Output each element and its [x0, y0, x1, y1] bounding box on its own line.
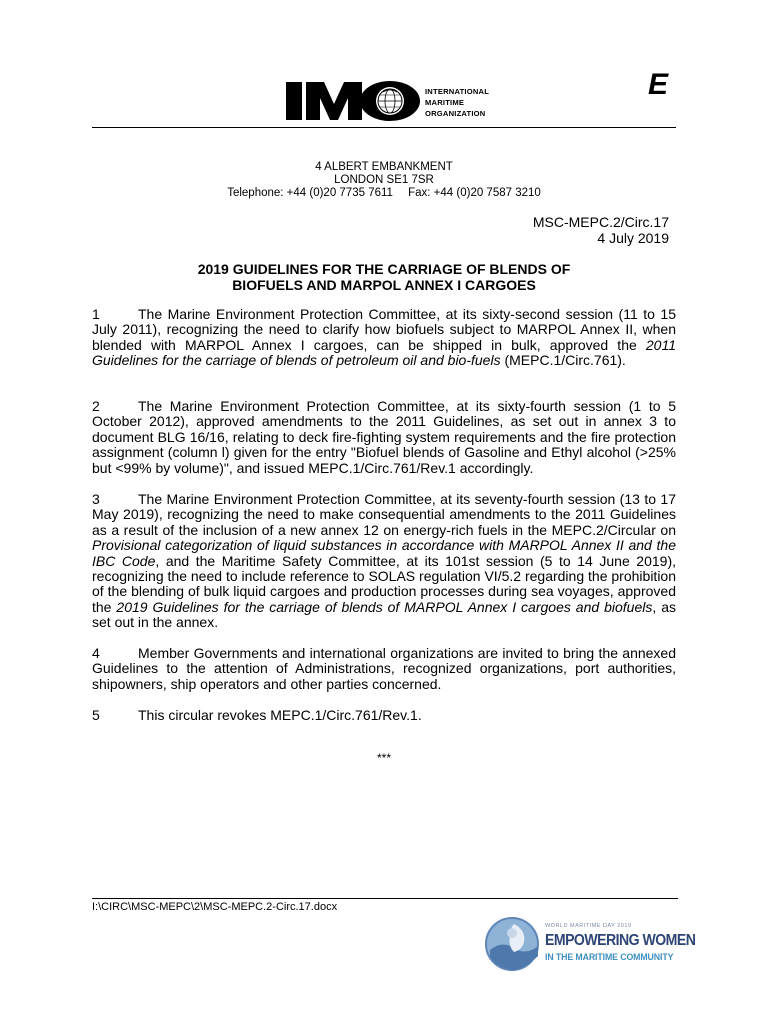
world-maritime-day-logo [484, 912, 696, 976]
wmd-sub-text: IN THE MARITIME COMMUNITY [545, 952, 674, 963]
header-rule [92, 127, 676, 128]
document-title [92, 262, 676, 293]
wmd-small-text: WORLD MARITIME DAY 2019 [545, 923, 632, 929]
paragraph-text: Member Governments and international organizations are invited to bring the annexed Guidelines to the attention of Administrations, recognized organizations, port authorities, shipowners, ship operators and other parties concerned. [92, 645, 676, 692]
title-line-2: BIOFUELS AND MARPOL ANNEX I CARGOES [232, 276, 536, 293]
paragraph-text: (MEPC.1/Circ.761). [500, 352, 626, 369]
paragraph-text: , as set out in the annex. [92, 598, 676, 631]
document-symbol: MSC-MEPC.2/Circ.17 [532, 214, 669, 230]
paragraph-number: 1 [92, 306, 100, 322]
imo-logo-mark [286, 80, 422, 122]
logo-organization-name [425, 86, 489, 119]
wmd-globe-icon [484, 916, 542, 972]
document-date: 4 July 2019 [597, 230, 669, 246]
fax: Fax: +44 (0)20 7587 3210 [408, 187, 541, 199]
logo-line-2: MARITIME [425, 98, 465, 107]
logo-line-1: INTERNATIONAL [425, 87, 490, 96]
paragraph-italic: 2019 Guidelines for the carriage of blends of MARPOL Annex I cargoes and biofuels [116, 598, 653, 615]
paragraph-text: The Marine Environment Protection Committee, at its sixty-fourth session (1 to 5 October 2012), approved amendments to the 2011 Guidelines, as set out in annex 3 to document BLG 16/16, relating to deck fire-fighting system requirements and the fire protection assignment (column l) given for the entry "Biofuel blends of Gasoline and Ethyl alcohol (>25% but <99% by volume)", and issued MEPC.1/Circ.761/Rev.1 accordingly. [92, 398, 676, 476]
paragraph-text: The Marine Environment Protection Committee, at its seventy-fourth session (13 to 17 May 2019), recognizing the need to make consequential amendments to the 2011 Guidelines as a result of the inclusion of a new annex 12 on energy-rich fuels in the MEPC.2/Circular on [92, 491, 676, 538]
paragraph-3 [92, 492, 676, 631]
paragraph-italic: 2011 Guidelines for the carriage of blends of petroleum oil and bio-fuels [92, 336, 676, 369]
paragraph-text: The Marine Environment Protection Committee, at its sixty-second session (11 to 15 July 2011), recognizing the need to clarify how biofuels subject to MARPOL Annex II, when blended with MARPOL Annex I cargoes, can be shipped in bulk, approved the [92, 306, 676, 353]
document-reference [533, 214, 669, 246]
title-line-1: 2019 GUIDELINES FOR THE CARRIAGE OF BLENDS OF [197, 261, 571, 277]
paragraph-4 [92, 646, 676, 692]
contact-line [0, 187, 768, 200]
paragraph-2 [92, 399, 676, 476]
logo-line-3: ORGANIZATION [425, 109, 486, 118]
file-path: I:\CIRC\MSC-MEPC\2\MSC-MEPC.2-Circ.17.docx [92, 901, 338, 913]
paragraph-text: This circular revokes MEPC.1/Circ.761/Rev.1. [138, 707, 422, 723]
address-street: 4 ALBERT EMBANKMENT [315, 161, 453, 173]
paragraph-text: , and the Maritime Safety Committee, at its 101st session (5 to 14 June 2019), recognizing the need to include reference to SOLAS regulation VI/5.2 regarding the prohibition of the blending of bulk liquid cargoes and production processes during sea voyages, approved the [92, 552, 676, 615]
footer-rule [92, 898, 678, 899]
paragraph-number: 2 [92, 398, 100, 414]
language-code: E [647, 68, 668, 101]
paragraph-5 [92, 708, 676, 723]
paragraph-italic: Provisional categorization of liquid substances in accordance with MARPOL Annex II and the IBC Code [92, 537, 676, 569]
paragraph-number: 3 [92, 491, 100, 507]
section-separator: *** [376, 751, 391, 765]
wmd-main-text: EMPOWERING WOMEN [545, 932, 696, 949]
telephone: Telephone: +44 (0)20 7735 7611 [227, 187, 393, 199]
paragraph-number: 4 [92, 645, 100, 661]
paragraph-number: 5 [92, 707, 100, 723]
address-city: LONDON SE1 7SR [334, 174, 434, 186]
address-block [0, 161, 768, 200]
imo-logo [282, 76, 522, 128]
paragraph-1 [92, 307, 676, 369]
